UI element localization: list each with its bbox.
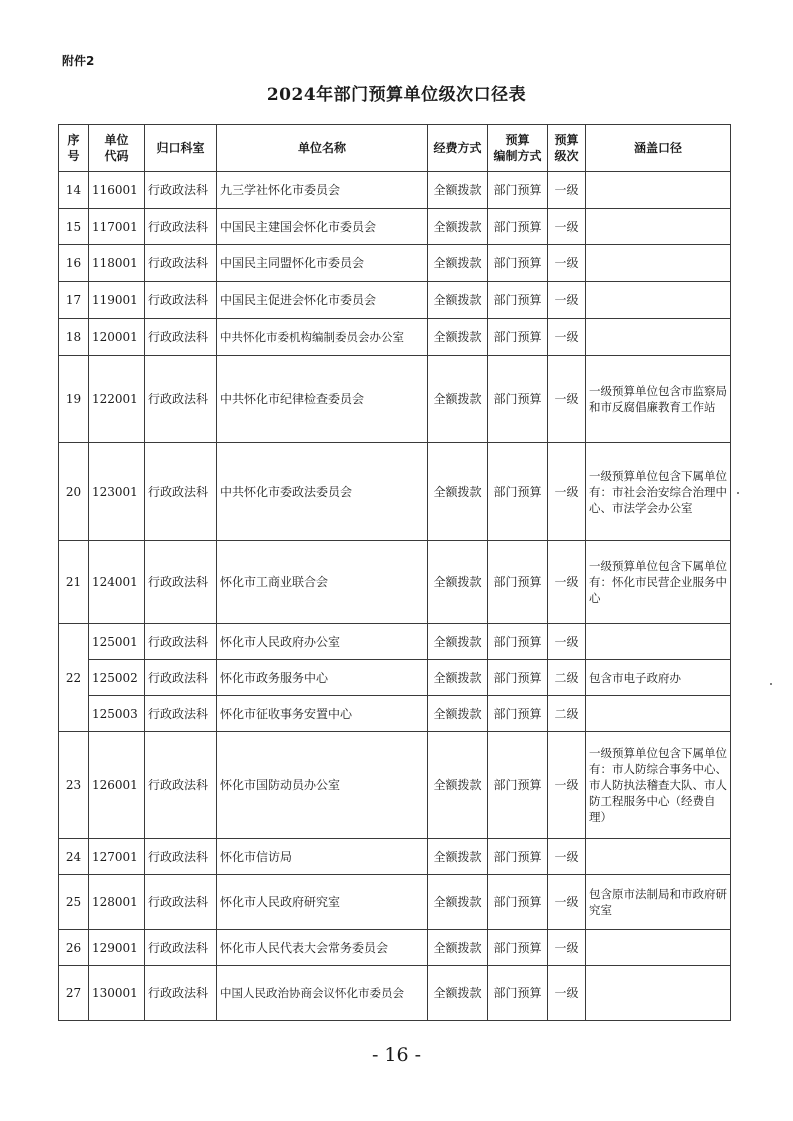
cell-scope: [586, 624, 731, 660]
cell-code: 119001: [89, 282, 145, 319]
cell-name: 九三学社怀化市委员会: [217, 172, 428, 209]
cell-scope: [586, 209, 731, 245]
cell-code: 125003: [89, 696, 145, 732]
cell-name: 中共怀化市委政法委员会: [217, 443, 428, 541]
table-header-row: [59, 125, 731, 172]
cell-level: 二级: [548, 696, 586, 732]
cell-name: 中国民主促进会怀化市委员会: [217, 282, 428, 319]
cell-level: 一级: [548, 930, 586, 966]
document-title: 2024年部门预算单位级次口径表: [266, 85, 527, 105]
cell-funding: 全额拨款: [428, 732, 488, 839]
cell-code: 116001: [89, 172, 145, 209]
cell-office: 行政政法科: [145, 443, 217, 541]
cell-method: 部门预算: [488, 443, 548, 541]
cell-method: 部门预算: [488, 282, 548, 319]
cell-name: 中共怀化市委机构编制委员会办公室: [217, 319, 428, 356]
cell-code: 129001: [89, 930, 145, 966]
cell-name: 中共怀化市纪律检查委员会: [217, 356, 428, 443]
cell-level: 一级: [548, 443, 586, 541]
cell-funding: 全额拨款: [428, 660, 488, 696]
cell-seq: 18: [59, 319, 89, 356]
cell-funding: 全额拨款: [428, 966, 488, 1021]
cell-seq: 20: [59, 443, 89, 541]
table-row: [59, 966, 731, 1021]
header-code: [89, 125, 145, 172]
table-row: [59, 696, 731, 732]
cell-method: 部门预算: [488, 839, 548, 875]
header-scope: 涵盖口径: [586, 125, 731, 172]
cell-name: 怀化市人民政府研究室: [217, 875, 428, 930]
cell-seq: 27: [59, 966, 89, 1021]
cell-scope: 一级预算单位包含下属单位有：怀化市民营企业服务中心: [586, 541, 731, 624]
cell-level: 一级: [548, 245, 586, 282]
cell-funding: 全额拨款: [428, 443, 488, 541]
header-level: [548, 125, 586, 172]
cell-office: 行政政法科: [145, 209, 217, 245]
cell-code: 125001: [89, 624, 145, 660]
cell-name: 怀化市人民代表大会常务委员会: [217, 930, 428, 966]
cell-method: 部门预算: [488, 875, 548, 930]
cell-name: 怀化市国防动员办公室: [217, 732, 428, 839]
table-row: [59, 319, 731, 356]
cell-funding: 全额拨款: [428, 172, 488, 209]
cell-office: 行政政法科: [145, 172, 217, 209]
cell-scope: 包含原市法制局和市政府研究室: [586, 875, 731, 930]
cell-scope: [586, 966, 731, 1021]
cell-office: 行政政法科: [145, 875, 217, 930]
table-row: [59, 541, 731, 624]
cell-seq: 24: [59, 839, 89, 875]
cell-code: 126001: [89, 732, 145, 839]
cell-funding: 全额拨款: [428, 875, 488, 930]
table-row: [59, 624, 731, 660]
cell-office: 行政政法科: [145, 356, 217, 443]
cell-seq: 26: [59, 930, 89, 966]
cell-scope: 一级预算单位包含市监察局和市反腐倡廉教育工作站: [586, 356, 731, 443]
cell-funding: 全额拨款: [428, 319, 488, 356]
attachment-label: 附件2: [62, 54, 95, 68]
cell-funding: 全额拨款: [428, 209, 488, 245]
cell-seq: 16: [59, 245, 89, 282]
cell-method: 部门预算: [488, 624, 548, 660]
header-code-text: 单位 代码: [104, 133, 129, 163]
cell-method: 部门预算: [488, 966, 548, 1021]
cell-scope: 包含市电子政府办: [586, 660, 731, 696]
cell-code: 123001: [89, 443, 145, 541]
cell-name: 中国民主建国会怀化市委员会: [217, 209, 428, 245]
budget-level-table: [58, 124, 731, 1021]
cell-scope: [586, 282, 731, 319]
cell-method: 部门预算: [488, 732, 548, 839]
cell-name: 中国人民政治协商会议怀化市委员会: [217, 966, 428, 1021]
cell-code: 122001: [89, 356, 145, 443]
header-seq: 序号: [59, 125, 89, 172]
cell-seq: 19: [59, 356, 89, 443]
cell-scope: 一级预算单位包含下属单位有：市社会治安综合治理中心、市法学会办公室: [586, 443, 731, 541]
cell-office: 行政政法科: [145, 930, 217, 966]
table-row: [59, 245, 731, 282]
cell-code: 130001: [89, 966, 145, 1021]
cell-seq: 15: [59, 209, 89, 245]
cell-scope: [586, 172, 731, 209]
table-row: [59, 732, 731, 839]
cell-funding: 全额拨款: [428, 696, 488, 732]
table-row: [59, 172, 731, 209]
cell-method: 部门预算: [488, 541, 548, 624]
header-funding: 经费方式: [428, 125, 488, 172]
cell-funding: 全额拨款: [428, 282, 488, 319]
cell-level: 一级: [548, 966, 586, 1021]
cell-name: 怀化市政务服务中心: [217, 660, 428, 696]
cell-funding: 全额拨款: [428, 930, 488, 966]
cell-name: 怀化市征收事务安置中心: [217, 696, 428, 732]
cell-funding: 全额拨款: [428, 356, 488, 443]
cell-office: 行政政法科: [145, 282, 217, 319]
cell-code: 117001: [89, 209, 145, 245]
cell-level: 一级: [548, 732, 586, 839]
cell-scope: [586, 319, 731, 356]
cell-code: 125002: [89, 660, 145, 696]
cell-office: 行政政法科: [145, 319, 217, 356]
cell-level: 一级: [548, 282, 586, 319]
cell-funding: 全额拨款: [428, 245, 488, 282]
cell-seq: 21: [59, 541, 89, 624]
cell-level: 一级: [548, 356, 586, 443]
cell-level: 一级: [548, 319, 586, 356]
cell-method: 部门预算: [488, 660, 548, 696]
table-row: [59, 875, 731, 930]
cell-funding: 全额拨款: [428, 541, 488, 624]
cell-code: 118001: [89, 245, 145, 282]
cell-method: 部门预算: [488, 356, 548, 443]
cell-level: 一级: [548, 875, 586, 930]
cell-scope: [586, 930, 731, 966]
cell-scope: 一级预算单位包含下属单位有：市人防综合事务中心、市人防执法稽查大队、市人防工程服务中心（经费自理）: [586, 732, 731, 839]
cell-level: 一级: [548, 209, 586, 245]
cell-office: 行政政法科: [145, 839, 217, 875]
cell-funding: 全额拨款: [428, 839, 488, 875]
header-level-text: 预算 级次: [554, 133, 579, 163]
scan-speck: [770, 683, 772, 685]
cell-seq: 22: [59, 624, 89, 732]
cell-office: 行政政法科: [145, 541, 217, 624]
page-number: - 16 -: [371, 1044, 422, 1066]
table-row: [59, 356, 731, 443]
cell-level: 一级: [548, 624, 586, 660]
cell-seq: 23: [59, 732, 89, 839]
header-office: 归口科室: [145, 125, 217, 172]
header-method-text: 预算 编制方式: [493, 133, 542, 163]
cell-name: 怀化市人民政府办公室: [217, 624, 428, 660]
cell-method: 部门预算: [488, 245, 548, 282]
cell-office: 行政政法科: [145, 624, 217, 660]
cell-seq: 17: [59, 282, 89, 319]
cell-level: 一级: [548, 541, 586, 624]
cell-code: 124001: [89, 541, 145, 624]
table-row: [59, 839, 731, 875]
cell-code: 128001: [89, 875, 145, 930]
table-row: [59, 660, 731, 696]
cell-scope: [586, 839, 731, 875]
cell-scope: [586, 245, 731, 282]
cell-seq: 14: [59, 172, 89, 209]
table-row: [59, 209, 731, 245]
header-name: 单位名称: [217, 125, 428, 172]
cell-code: 120001: [89, 319, 145, 356]
header-method: [488, 125, 548, 172]
cell-level: 一级: [548, 172, 586, 209]
cell-scope: [586, 696, 731, 732]
table-row: [59, 443, 731, 541]
cell-name: 怀化市工商业联合会: [217, 541, 428, 624]
cell-office: 行政政法科: [145, 245, 217, 282]
cell-method: 部门预算: [488, 696, 548, 732]
cell-method: 部门预算: [488, 930, 548, 966]
cell-office: 行政政法科: [145, 696, 217, 732]
cell-seq: 25: [59, 875, 89, 930]
cell-office: 行政政法科: [145, 966, 217, 1021]
cell-office: 行政政法科: [145, 732, 217, 839]
cell-level: 一级: [548, 839, 586, 875]
cell-office: 行政政法科: [145, 660, 217, 696]
cell-method: 部门预算: [488, 319, 548, 356]
table-row: [59, 930, 731, 966]
table-row: [59, 282, 731, 319]
cell-funding: 全额拨款: [428, 624, 488, 660]
cell-name: 中国民主同盟怀化市委员会: [217, 245, 428, 282]
cell-level: 二级: [548, 660, 586, 696]
cell-method: 部门预算: [488, 209, 548, 245]
scan-speck: [737, 492, 739, 494]
cell-method: 部门预算: [488, 172, 548, 209]
cell-code: 127001: [89, 839, 145, 875]
cell-name: 怀化市信访局: [217, 839, 428, 875]
